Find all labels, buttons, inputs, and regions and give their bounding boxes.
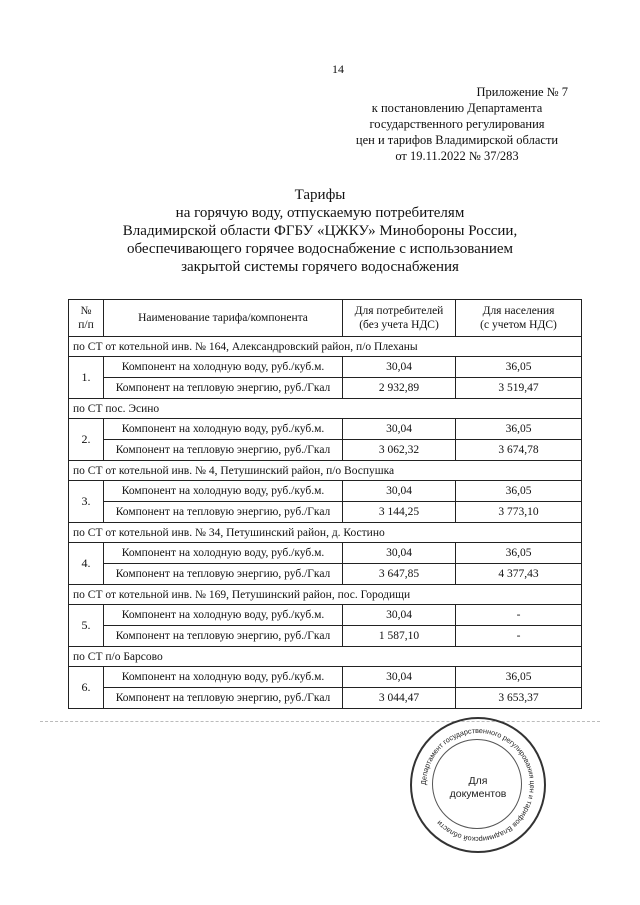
title-line: закрытой системы горячего водоснабжения [181,259,459,275]
population-price: - [456,626,582,647]
section-row [69,585,582,605]
header-name: Наименование тарифа/компонента [104,300,343,337]
consumer-price: 30,04 [343,605,456,626]
appendix-line: к постановлению Департамента [371,101,543,115]
component-name: Компонент на холодную воду, руб./куб.м. [104,667,343,688]
row-number: 5. [69,605,104,647]
table-row [69,543,582,564]
population-price: 3 674,78 [456,440,582,461]
section-row [69,461,582,481]
consumer-price: 3 144,25 [343,502,456,523]
table-row [69,440,582,461]
component-name: Компонент на тепловую энергию, руб./Гкал [104,502,343,523]
population-price: 36,05 [456,543,582,564]
population-price: 4 377,43 [456,564,582,585]
title-line: обеспечивающего горячее водоснабжение с использованием [126,241,514,257]
table-row [69,357,582,378]
population-price: 3 773,10 [456,502,582,523]
component-name: Компонент на холодную воду, руб./куб.м. [104,419,343,440]
population-price: 36,05 [456,357,582,378]
document-title [100,186,540,276]
consumer-price: 3 647,85 [343,564,456,585]
component-name: Компонент на холодную воду, руб./куб.м. [104,543,343,564]
consumer-price: 30,04 [343,357,456,378]
title-line: Владимирской области ФГБУ «ЦЖКУ» Минобороны России, [122,223,518,239]
table-header-row [69,300,582,337]
section-row [69,523,582,543]
table-row [69,688,582,709]
header-population: Для населения (с учетом НДС) [456,300,582,337]
title-line: Тарифы [294,187,346,203]
svg-text:Департамент государственного р: Департамент государственного регулирования цен и тарифов Владимирской области [418,725,538,845]
component-name: Компонент на холодную воду, руб./куб.м. [104,481,343,502]
component-name: Компонент на тепловую энергию, руб./Гкал [104,564,343,585]
consumer-price: 3 062,32 [343,440,456,461]
table-row [69,378,582,399]
table-row [69,605,582,626]
population-price: 3 653,37 [456,688,582,709]
component-name: Компонент на тепловую энергию, руб./Гкал [104,378,343,399]
component-name: Компонент на холодную воду, руб./куб.м. [104,357,343,378]
page-number: 14 [332,62,344,76]
row-number: 6. [69,667,104,709]
consumer-price: 2 932,89 [343,378,456,399]
section-title: по СТ пос. Эсино [69,399,582,419]
table-row [69,481,582,502]
row-number: 2. [69,419,104,461]
population-price: 36,05 [456,419,582,440]
population-price: 36,05 [456,481,582,502]
consumer-price: 30,04 [343,543,456,564]
table-row [69,626,582,647]
section-row [69,399,582,419]
consumer-price: 30,04 [343,419,456,440]
row-number: 3. [69,481,104,523]
table-row [69,419,582,440]
consumer-price: 1 587,10 [343,626,456,647]
section-row [69,337,582,357]
stamp-center-text: Для документов [449,775,507,800]
section-title: по СТ от котельной инв. № 164, Александровский район, п/о Плеханы [69,337,582,357]
appendix-line: государственного регулирования [369,117,545,131]
population-price: 36,05 [456,667,582,688]
section-title: по СТ от котельной инв. № 4, Петушинский район, п/о Воспушка [69,461,582,481]
row-number: 1. [69,357,104,399]
appendix-date: от 19.11.2022 № 37/283 [395,149,519,163]
tariff-table [68,299,582,709]
table-row [69,667,582,688]
section-row [69,647,582,667]
header-num: № п/п [69,300,104,337]
header-consumers: Для потребителей (без учета НДС) [343,300,456,337]
population-price: - [456,605,582,626]
row-number: 4. [69,543,104,585]
consumer-price: 30,04 [343,481,456,502]
population-price: 3 519,47 [456,378,582,399]
section-title: по СТ п/о Барсово [69,647,582,667]
appendix-line: цен и тарифов Владимирской области [355,133,559,147]
consumer-price: 30,04 [343,667,456,688]
component-name: Компонент на тепловую энергию, руб./Гкал [104,440,343,461]
section-title: по СТ от котельной инв. № 169, Петушинский район, пос. Городищи [69,585,582,605]
component-name: Компонент на холодную воду, руб./куб.м. [104,605,343,626]
table-row [69,564,582,585]
title-line: на горячую воду, отпускаемую потребителям [175,205,465,221]
table-row [69,502,582,523]
section-title: по СТ от котельной инв. № 34, Петушинский район, д. Костино [69,523,582,543]
appendix-title: Приложение № 7 [476,85,568,99]
component-name: Компонент на тепловую энергию, руб./Гкал [104,688,343,709]
component-name: Компонент на тепловую энергию, руб./Гкал [104,626,343,647]
appendix-header [332,84,582,164]
consumer-price: 3 044,47 [343,688,456,709]
department-stamp [410,717,546,853]
